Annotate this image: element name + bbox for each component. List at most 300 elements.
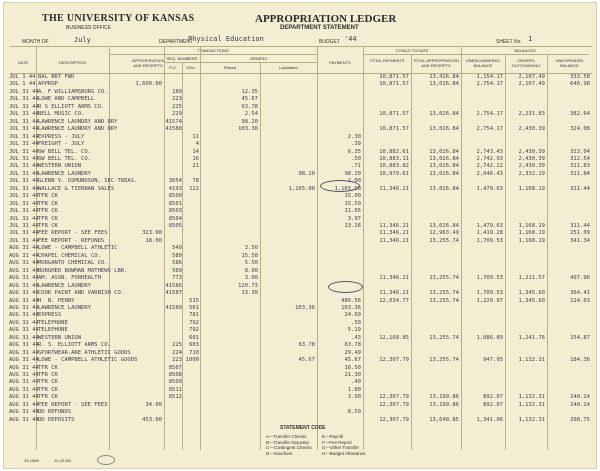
cell-vou: 792 [189, 319, 199, 326]
cell-date: AUG 31 44 [9, 245, 39, 252]
statement-code-item: B—Transfer Deposits [266, 439, 309, 445]
cell-unexp: 154.87 [570, 334, 590, 341]
cell-liquid: 103.36 [295, 304, 315, 311]
cell-pay: 486.56 [341, 297, 361, 304]
cell-date: JUL 1 44 [9, 81, 36, 88]
cell-vou: 21 [192, 163, 199, 170]
cell-desc: TFR CK [38, 372, 58, 378]
sheet-value: 1 [528, 35, 533, 43]
pencil-circle-mark [328, 281, 363, 293]
cell-po: 225 [172, 103, 182, 110]
cell-desc: WALLACE & TIERNAN SALES [38, 185, 115, 192]
cell-out: 2,332.19 [518, 170, 545, 177]
cell-date: AUG 31 44 [9, 304, 39, 311]
cell-out: 1,211.57 [518, 275, 545, 282]
cell-vou: 78 [192, 178, 199, 185]
business-office-label: BUSINESS OFFICE [66, 25, 112, 31]
cell-desc: TFR CK [38, 364, 58, 371]
cell-tot-app: 13,026.84 [429, 126, 459, 133]
cell-unenc: 2,046.43 [476, 170, 503, 177]
cell-unexp: 497.96 [570, 275, 590, 282]
cell-unexp: 312.54 [570, 155, 590, 162]
cell-out: 1,168.19 [518, 237, 545, 244]
cell-desc: TFR CK [38, 193, 58, 200]
cell-desc: TELEPHONE [38, 327, 68, 334]
cell-pay: 3.97 [347, 215, 361, 222]
cell-tot-pay: 10,883.82 [379, 163, 409, 170]
cell-pay: .50 [351, 319, 361, 326]
unexpended-col-header: UNEXPENDED BALANCE [555, 58, 584, 68]
cell-vou: 14 [192, 148, 199, 155]
cell-date: AUG 31 44 [9, 364, 39, 371]
cell-date: JUL 31 44 [9, 103, 39, 110]
cell-date: JUL 31 44 [9, 118, 39, 125]
cell-tot-pay: 11,346.21 [379, 185, 409, 192]
cell-po: 41580 [165, 304, 182, 311]
cell-desc: FEE REPORT - SEE FEES [38, 401, 108, 408]
cell-tot-app: 13,255.74 [429, 297, 459, 304]
cell-placed: 98.20 [241, 118, 258, 125]
cell-tot-app: 13,426.84 [429, 74, 459, 80]
totals-header: TOTALS TO DATE [395, 48, 429, 53]
cell-placed: 120.73 [238, 282, 258, 289]
total-approp-col-header: TOTAL APPROPRIATION AND RECEIPTS [413, 58, 459, 68]
po-col-header: P.O. [169, 65, 177, 70]
header-top-rule [10, 46, 592, 47]
statement-code-item: G—Other Transfer [322, 445, 360, 450]
cell-date: JUL 31 44 [9, 148, 39, 155]
total-payments-col-header: TOTAL PAYMENTS [369, 58, 405, 63]
cell-date: AUG 31 44 [9, 416, 39, 423]
cell-tot-app: 13,026.84 [429, 163, 459, 170]
cell-date: AUG 31 44 [9, 386, 39, 393]
cell-date: JUL 31 44 [9, 237, 39, 244]
cell-date: AUG 31 44 [9, 319, 39, 326]
placed-col-header: Placed [223, 65, 237, 70]
cell-vou: 792 [189, 327, 199, 334]
cell-desc: TFR CK [38, 394, 58, 401]
cell-pay: .71 [351, 163, 361, 170]
cell-desc: BURGHER BOWMAN MATHEWS LBR. [38, 267, 128, 274]
cell-placed: 15.58 [241, 252, 258, 259]
cell-unenc: 1,479.63 [476, 185, 503, 192]
cell-placed: 3.50 [244, 245, 258, 252]
cell-desc: CHAPEL CHEMICAL CO. [38, 252, 101, 259]
cell-unenc: 2,754.17 [476, 126, 503, 133]
cell-po: 41587 [165, 290, 182, 297]
cell-desc: TELEPHONE [38, 319, 68, 326]
cell-approp: 453.00 [142, 416, 162, 423]
cell-po: 41574 [165, 118, 182, 125]
cell-unenc: 1,709.53 [476, 290, 503, 297]
cell-tot-pay: 12,034.77 [379, 297, 409, 304]
cell-out: 1,241.76 [518, 334, 545, 341]
cell-date: JUL 31 44 [9, 193, 39, 200]
cell-placed: 3.00 [244, 275, 258, 282]
liquidated-col-header: Liquidated [279, 65, 298, 70]
cell-tot-app: 13,026.84 [429, 185, 459, 192]
cell-desc: LOWE - CAMPBELL ATHLETIC GOODS [38, 357, 138, 364]
cell-unenc: 1,154.17 [476, 74, 503, 80]
cell-unenc: 892.07 [483, 401, 503, 408]
cell-tot-pay: 10,871.57 [379, 111, 409, 118]
cell-out: 2,430.39 [518, 163, 545, 170]
cell-desc: SPORTWEAR-ARE ATHLETIC GOODS [38, 349, 131, 356]
cell-vou: 1000 [185, 357, 199, 364]
ledger-sheet [3, 2, 597, 469]
cell-date: JUL 31 44 [9, 170, 39, 177]
cell-pay: 5.19 [347, 327, 361, 334]
cell-tot-app: 13,255.74 [429, 275, 459, 282]
cell-liquid: 45.67 [298, 357, 315, 364]
union-label-mark [97, 455, 115, 465]
cell-vou: 11 [192, 133, 199, 140]
cell-vou: 601 [189, 334, 199, 341]
cell-pay: .50 [351, 155, 361, 162]
cell-unexp: 240.24 [570, 401, 590, 408]
cell-pay: 98.20 [344, 170, 361, 177]
cell-approp: 34.00 [145, 401, 162, 408]
cell-desc: R. S. ELLIOTT ARMS CO. [38, 342, 111, 349]
cell-date: JUL 31 44 [9, 96, 39, 103]
cell-unenc: 1,709.53 [476, 237, 503, 244]
transactions-rule [109, 54, 317, 55]
cell-desc: APPROP [38, 81, 58, 88]
cell-pay: 15.50 [344, 200, 361, 207]
cell-tot-pay: 10,871.57 [379, 81, 409, 88]
budget-label: BUDGET [319, 39, 340, 45]
statement-code-right [322, 434, 366, 456]
cell-desc: WESTERN UNION [38, 163, 82, 170]
cell-po: 4193 [168, 185, 182, 192]
cell-unexp: 333.58 [570, 74, 590, 80]
cell-desc: TFR CK [38, 208, 58, 215]
cell-tot-pay: 12,307.79 [379, 357, 409, 364]
cell-unenc: 2,754.17 [476, 111, 503, 118]
cell-desc: FREIGHT - JULY [38, 141, 85, 148]
cell-desc: DD DEPOSITS [38, 416, 75, 423]
cell-tot-pay: 12,307.79 [379, 394, 409, 401]
cell-po: 8509 [168, 379, 182, 386]
cell-po: 8504 [168, 215, 182, 222]
cell-unexp: 382.64 [570, 111, 590, 118]
cell-placed: 8.00 [244, 267, 258, 274]
cell-tot-app: 13,026.84 [429, 148, 459, 155]
cell-date: AUG 31 44 [9, 379, 39, 386]
cell-po: 41580 [165, 126, 182, 133]
cell-tot-app: 13,199.86 [429, 394, 459, 401]
cell-tot-app: 13,648.85 [429, 416, 459, 423]
orders-header: ORDERS [249, 56, 268, 61]
cell-tot-pay: 12,168.85 [379, 334, 409, 341]
cell-vou: 603 [189, 342, 199, 349]
cell-pay: 3.90 [347, 394, 361, 401]
cell-placed: 63.78 [241, 103, 258, 110]
cell-vou: 16 [192, 155, 199, 162]
cell-tot-pay: 12,307.79 [379, 416, 409, 423]
cell-po: 8507 [168, 364, 182, 371]
cell-tot-app: 13,026.84 [429, 111, 459, 118]
department-value: Physical Education [188, 35, 264, 43]
cell-out: 1,168.19 [518, 223, 545, 229]
orders-rule [200, 62, 317, 63]
cell-date: JUL 31 44 [9, 208, 39, 215]
cell-unenc: 2,754.17 [476, 81, 503, 88]
transactions-header: TRANSACTIONS [197, 48, 229, 53]
cell-placed: 2.54 [244, 111, 258, 118]
statement-code-item: F—Fee Report [322, 439, 352, 445]
cell-unexp: 324.08 [570, 126, 590, 133]
cell-pay: .40 [351, 379, 361, 386]
cell-liquid: 98.20 [298, 170, 315, 177]
cell-unenc: 892.07 [483, 394, 503, 401]
cell-unexp: 341.34 [570, 237, 590, 244]
cell-date: JUL 31 44 [9, 200, 39, 207]
cell-desc: FEE REPORT - SEE FEES [38, 230, 108, 237]
cell-date: AUG 31 44 [9, 267, 39, 274]
cell-tot-app: 13,255.74 [429, 290, 459, 297]
cell-pay: 1.80 [347, 386, 361, 393]
cell-pay: 15.00 [344, 193, 361, 200]
cell-vou: 122 [189, 185, 199, 192]
cell-date: AUG 31 44 [9, 290, 39, 297]
cell-desc: EXPRESS - JULY [38, 133, 85, 140]
cell-approp: 1,600.00 [135, 81, 162, 88]
cell-date: AUG 31 44 [9, 312, 39, 319]
req-numbers-header: REQ. NUMBERS [166, 56, 198, 61]
cell-unexp: 124.63 [570, 297, 590, 304]
orders-outstanding-col-header: ORDERS OUTSTANDING [511, 58, 541, 68]
cell-desc: TFR CK [38, 223, 58, 229]
cell-desc: FEE REPORT - REFUNDS [38, 237, 105, 244]
budget-value: '44 [344, 35, 357, 43]
cell-tot-app: 13,255.74 [429, 357, 459, 364]
cell-placed: 12.35 [241, 88, 258, 95]
cell-tot-app: 13,199.86 [429, 401, 459, 408]
cell-date: AUG 31 44 [9, 342, 39, 349]
cell-desc: TFR CK [38, 200, 58, 207]
cell-date: JUL 31 44 [9, 126, 39, 133]
totals-rule [363, 54, 589, 55]
cell-vou: 561 [189, 304, 199, 311]
cell-date: AUG 31 44 [9, 372, 39, 378]
cell-date: JUL 31 44 [9, 133, 39, 140]
cell-desc: TFR CK [38, 386, 58, 393]
cell-date: JUL 31 44 [9, 163, 39, 170]
cell-tot-pay: 11,346.21 [379, 230, 409, 237]
cell-po: 8505 [168, 223, 182, 229]
cell-out: 1,168.19 [518, 230, 545, 237]
cell-desc: SW BELL TEL. CO. [38, 155, 91, 162]
cell-pay: 24.69 [344, 312, 361, 319]
cell-date: AUG 31 44 [9, 282, 39, 289]
cell-desc: LAWRENCE LAUNDRY AND DRY [38, 126, 118, 133]
cell-approp: 323.00 [142, 230, 162, 237]
cell-po: 549 [172, 245, 182, 252]
cell-unexp: 184.36 [570, 357, 590, 364]
cell-tot-pay: 10,882.61 [379, 148, 409, 155]
cell-desc: LAWRENCE LAUNDRY [38, 304, 91, 311]
cell-out: 1,345.60 [518, 297, 545, 304]
cell-unenc: 1,220.97 [476, 297, 503, 304]
cell-vou: 781 [189, 312, 199, 319]
ledger-row [4, 417, 598, 425]
cell-tot-pay: 10,871.57 [379, 126, 409, 133]
cell-date: JUL 31 44 [9, 88, 39, 95]
description-col-header: DESCRIPTION [58, 60, 87, 65]
cell-unexp: 311.84 [570, 170, 590, 177]
cell-pay: 6.35 [347, 148, 361, 155]
cell-unexp: 208.75 [570, 416, 590, 423]
cell-po: 225 [172, 342, 182, 349]
form-number: 33-1568 [24, 458, 39, 463]
cell-tot-pay: 10,883.11 [379, 155, 409, 162]
date-col-header: DATE [17, 60, 29, 65]
cell-pay: .43 [351, 334, 361, 341]
cell-desc: LAWRENCE LAUNDRY [38, 282, 91, 289]
cell-po: 3054 [168, 178, 182, 185]
cell-date: AUG 31 44 [9, 252, 39, 259]
cell-unenc: 1,086.89 [476, 334, 503, 341]
cell-po: 580 [172, 252, 182, 259]
cell-out: 2,430.39 [518, 148, 545, 155]
cell-desc: LOWE AND CAMPBELL [38, 96, 95, 103]
cell-date: JUL 1 44 [9, 74, 36, 80]
cell-date: AUG 31 44 [9, 349, 39, 356]
cell-tot-app: 13,026.84 [429, 223, 459, 229]
cell-out: 1,132.31 [518, 357, 545, 364]
cell-placed: 103.36 [238, 126, 258, 133]
statement-code-left [266, 434, 312, 456]
cell-unexp: 251.09 [570, 230, 590, 237]
cell-pay: 8.50 [347, 409, 361, 416]
cell-date: AUG 31 44 [9, 401, 39, 408]
cell-placed: 13.30 [241, 290, 258, 297]
cell-tot-pay: 11,346.21 [379, 290, 409, 297]
cell-tot-app: 13,026.84 [429, 170, 459, 177]
payments-col-header: PAYMENTS [329, 60, 351, 65]
cell-out: 2,430.39 [518, 155, 545, 162]
cell-po: 180 [172, 88, 182, 95]
cell-po: 8501 [168, 200, 182, 207]
cell-desc: SW BELL TEL. CO. [38, 148, 91, 155]
cell-unenc: 1,479.63 [476, 223, 503, 229]
statement-code-item: A—Transfer Checks [266, 434, 307, 439]
cell-date: JUL 31 44 [9, 155, 39, 162]
cell-desc: EXPRESS [38, 312, 62, 319]
cell-unexp: 311.44 [570, 223, 590, 229]
cell-unenc: 2,742.93 [476, 155, 503, 162]
cell-pay: .39 [351, 141, 361, 148]
cell-pay: 16.50 [344, 364, 361, 371]
unencumbered-col-header: UNENCUMBERED BALANCE [465, 58, 501, 68]
cell-desc: R S ELLIOTT ARMS CO. [38, 103, 105, 110]
cell-date: JUL 31 44 [9, 185, 39, 192]
cell-unenc: 2,742.22 [476, 163, 503, 170]
cell-date: JUL 31 44 [9, 223, 39, 229]
cell-tot-app: 13,255.74 [429, 237, 459, 244]
cell-desc: COOK PAINT AND VARNISH CO. [38, 290, 125, 297]
cell-unexp: 240.24 [570, 394, 590, 401]
cell-pay: 2.00 [347, 178, 361, 185]
cell-placed: 5.50 [244, 260, 258, 267]
cell-desc: WESTERN UNION [38, 334, 82, 341]
statement-code-title: STATEMENT CODE [280, 425, 326, 431]
cell-date: AUG 31 44 [9, 409, 39, 416]
cell-desc: LAWRENCE LAUNDRY AND DRY [38, 118, 118, 125]
cell-tot-pay: 10,871.57 [379, 74, 409, 80]
cell-date: AUG 31 44 [9, 334, 39, 341]
cell-desc: TFR CK [38, 215, 58, 222]
cell-vou: 4 [195, 141, 199, 148]
cell-pay: 21.30 [344, 372, 361, 378]
sheet-label: SHEET No. [496, 39, 522, 45]
cell-desc: AM. ASSN. FORHEALTH [38, 275, 101, 282]
cell-po: 223 [172, 357, 182, 364]
cell-po: 8500 [168, 193, 182, 200]
cell-unexp: 313.04 [570, 148, 590, 155]
cell-tot-app: 13,026.84 [429, 155, 459, 162]
balances-header: BALANCES [514, 48, 536, 53]
department-statement-label: DEPARTMENT STATEMENT [280, 25, 359, 31]
statement-code-item: H—Budget Allowance [322, 450, 366, 456]
cell-date: JUL 31 44 [9, 178, 39, 185]
cell-desc: MORGANTO CHEMICAL CO. [38, 260, 108, 267]
cell-date: AUG 31 44 [9, 297, 39, 304]
cell-unenc: 1,341.06 [476, 416, 503, 423]
cell-desc: GLENN V. OSMUNDSON, SEC-TREAS. [38, 178, 138, 185]
cell-tot-pay: 11,346.21 [379, 237, 409, 244]
cell-desc: H. N. PENNY [38, 297, 75, 304]
cell-desc: A. F WILLIAMSBURG CO. [38, 88, 108, 95]
cell-po: 8511 [168, 386, 182, 393]
cell-vou: 710 [189, 349, 199, 356]
cell-desc: DD REFUNDS [38, 409, 72, 416]
cell-out: 1,132.31 [518, 401, 545, 408]
cell-date: JUL 31 44 [9, 230, 39, 237]
cell-out: 2,231.83 [518, 111, 545, 118]
cell-date: AUG 31 44 [9, 394, 39, 401]
cell-tot-pay: 12,307.79 [379, 401, 409, 408]
cell-pay: 1,165.00 [334, 185, 361, 192]
month-value: July [74, 36, 91, 44]
cell-date: AUG 31 44 [9, 327, 39, 334]
cell-pay: 63.78 [344, 342, 361, 349]
cell-unenc: 1,709.53 [476, 275, 503, 282]
cell-unexp: 646.98 [570, 81, 590, 88]
cell-out: 2,430.39 [518, 126, 545, 133]
cell-date: JUL 31 44 [9, 215, 39, 222]
cell-out: 1,132.31 [518, 416, 545, 423]
cell-po: 589 [172, 267, 182, 274]
ledger-title: APPROPRIATION LEDGER [255, 13, 397, 25]
cell-unenc: 1,419.28 [476, 230, 503, 237]
cell-tot-pay: 10,979.61 [379, 170, 409, 177]
cell-tot-pay: 11,346.21 [379, 275, 409, 282]
cell-pay: 103.36 [341, 304, 361, 311]
cell-pay: 29.49 [344, 349, 361, 356]
cell-liquid: 1,165.00 [288, 185, 315, 192]
cell-out: 1,132.31 [518, 394, 545, 401]
cell-out: 2,107.49 [518, 81, 545, 88]
cell-tot-app: 12,963.49 [429, 230, 459, 237]
cell-po: 41586 [165, 282, 182, 289]
cell-desc: LOWE - CAMPBELL ATHLETIC [38, 245, 118, 252]
cell-unenc: 2,743.43 [476, 148, 503, 155]
cell-approp: 18.00 [145, 237, 162, 244]
cell-date: AUG 31 44 [9, 260, 39, 267]
cell-date: JUL 31 44 [9, 141, 39, 148]
